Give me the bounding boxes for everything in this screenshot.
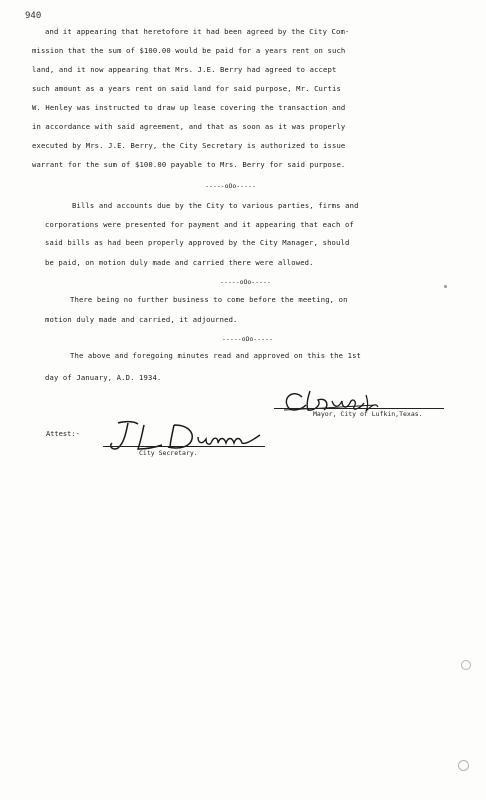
paragraph-3-line: motion duly made and carried, it adjourned.	[45, 315, 238, 324]
attest-label: Attest:-	[46, 430, 80, 438]
paragraph-2-line: said bills as had been properly approved by the City Manager, should	[45, 238, 350, 247]
secretary-signature-line	[103, 446, 265, 447]
paragraph-1-line: and it appearing that heretofore it had been agreed by the City Com-	[45, 27, 350, 36]
paragraph-1-line: executed by Mrs. J.E. Berry, the City Secretary is authorized to issue	[32, 141, 346, 150]
paragraph-1-line: W. Henley was instructed to draw up lease covering the transaction and	[32, 103, 346, 112]
paragraph-1-line: land, and it now appearing that Mrs. J.E. Berry had agreed to accept	[32, 65, 337, 74]
paragraph-1-line: such amount as a years rent on said land for said purpose, Mr. Curtis	[32, 84, 341, 93]
secretary-caption: City Secretary.	[139, 449, 198, 457]
scan-speck	[444, 285, 447, 288]
paragraph-4-line: day of January, A.D. 1934.	[45, 373, 162, 382]
mayor-signature-line	[274, 408, 444, 409]
section-separator: -----oOo-----	[220, 278, 271, 286]
scan-speck	[461, 660, 471, 670]
paragraph-1-line: warrant for the sum of $100.00 payable to Mrs. Berry for said purpose.	[32, 160, 346, 169]
scan-speck	[458, 760, 469, 771]
paragraph-4-line: The above and foregoing minutes read and approved on this the 1st	[70, 351, 362, 360]
mayor-caption: Mayor, City of Lufkin,Texas.	[313, 410, 423, 418]
paragraph-1-line: in accordance with said agreement, and that as soon as it was properly	[32, 122, 346, 131]
paragraph-2-line: corporations were presented for payment and it appearing that each of	[45, 220, 354, 229]
section-separator: -----oOo-----	[205, 182, 256, 190]
paragraph-2-line: be paid, on motion duly made and carried there were allowed.	[45, 258, 314, 267]
page-number: 940	[25, 11, 42, 21]
paragraph-3-line: There being no further business to come before the meeting, on	[70, 295, 348, 304]
paragraph-1-line: mission that the sum of $100.00 would be paid for a years rent on such	[32, 46, 346, 55]
section-separator: -----oOo-----	[222, 335, 273, 343]
paragraph-2-line: Bills and accounts due by the City to various parties, firms and	[72, 201, 359, 210]
